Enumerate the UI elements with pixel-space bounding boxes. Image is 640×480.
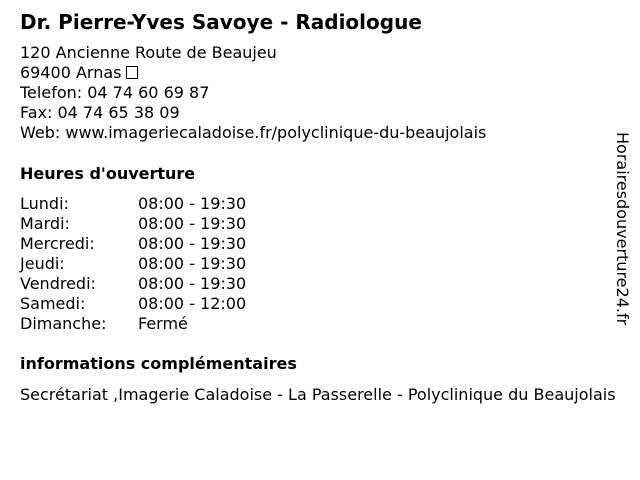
info-heading: informations complémentaires <box>20 354 297 373</box>
hours-row-mardi <box>20 214 320 234</box>
watermark-text: Horairesdouverture24.fr <box>613 132 632 326</box>
day-label: Mardi: <box>20 214 70 233</box>
time-value: 08:00 - 19:30 <box>138 214 247 233</box>
street-address: 120 Ancienne Route de Beaujeu <box>20 43 277 62</box>
city-text: 69400 Arnas <box>20 63 122 82</box>
day-label: Dimanche: <box>20 314 107 333</box>
hours-row-jeudi <box>20 254 320 274</box>
address-block <box>20 43 486 143</box>
fax-number: Fax: 04 74 65 38 09 <box>20 103 180 122</box>
hours-row-dimanche <box>20 314 320 334</box>
box-icon <box>126 66 138 79</box>
phone-number: Telefon: 04 74 60 69 87 <box>20 83 210 102</box>
opening-hours-list <box>20 194 320 334</box>
time-value: 08:00 - 19:30 <box>138 274 247 293</box>
time-value: Fermé <box>138 314 188 333</box>
page-title: Dr. Pierre-Yves Savoye - Radiologue <box>20 10 422 34</box>
info-text: Secrétariat ,Imagerie Caladoise - La Passerelle - Polyclinique du Beaujolais <box>20 385 616 404</box>
hours-row-vendredi <box>20 274 320 294</box>
hours-heading: Heures d'ouverture <box>20 164 196 183</box>
time-value: 08:00 - 19:30 <box>138 234 247 253</box>
time-value: 08:00 - 19:30 <box>138 194 247 213</box>
day-label: Jeudi: <box>20 254 65 273</box>
day-label: Vendredi: <box>20 274 96 293</box>
website-link[interactable]: Web: www.imageriecaladoise.fr/polyclinique-du-beaujolais <box>20 123 487 142</box>
time-value: 08:00 - 12:00 <box>138 294 247 313</box>
day-label: Mercredi: <box>20 234 95 253</box>
day-label: Lundi: <box>20 194 69 213</box>
hours-row-samedi <box>20 294 320 314</box>
hours-row-mercredi <box>20 234 320 254</box>
time-value: 08:00 - 19:30 <box>138 254 247 273</box>
hours-row-lundi <box>20 194 320 214</box>
city-line <box>20 63 486 83</box>
day-label: Samedi: <box>20 294 86 313</box>
